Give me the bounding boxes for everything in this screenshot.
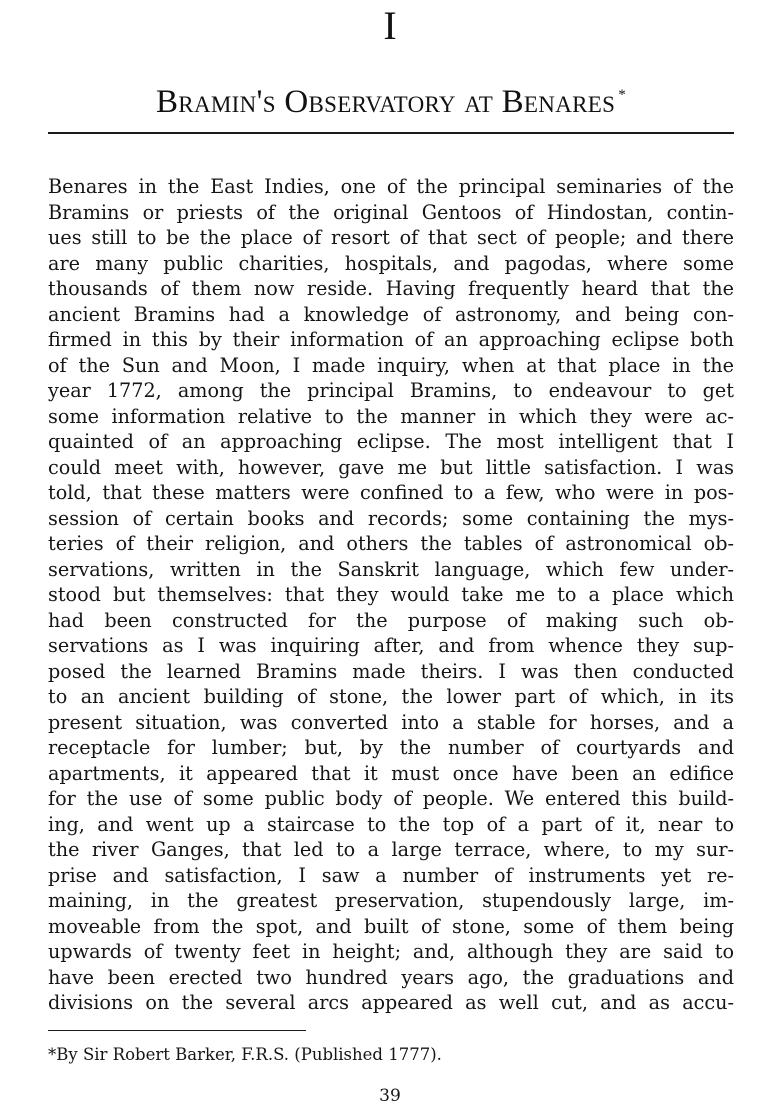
text-line: upwards of twenty feet in height; and, although they are said to [48,940,734,963]
text-line: maining, in the greatest preservation, stupendously large, im- [48,889,734,912]
text-line: Benares in the East Indies, one of the principal seminaries of the [48,175,734,198]
page-number: 39 [379,1086,401,1106]
title-rule [48,132,734,134]
footnote: *By Sir Robert Barker, F.R.S. (Published 1777). [48,1045,442,1064]
text-line: ing, and went up a staircase to the top of a part of it, near to [48,812,734,836]
text-line: some information relative to the manner in which they were ac- [48,404,734,428]
chapter-title [48,82,734,122]
text-line: present situation, was converted into a stable for horses, and a [48,710,734,734]
text-line: year 1772, among the principal Bramins, to endeavour to get [48,379,734,402]
text-line: posed the learned Bramins made theirs. I was then conducted [48,659,734,683]
text-line: servations, written in the Sanskrit language, which few under- [48,557,734,581]
text-line: Bramins or priests of the original Gentoos of Hindostan, contin- [48,200,734,224]
text-line: quainted of an approaching eclipse. The most intelligent that I [48,430,734,453]
text-line: prise and satisfaction, I saw a number of instruments yet re- [48,863,734,887]
text-line: ancient Bramins had a knowledge of astronomy, and being con- [48,302,734,326]
text-line: could meet with, however, gave me but little satisfaction. I was [48,455,734,479]
footnote-marker: * [618,86,626,103]
text-line: had been constructed for the purpose of making such ob- [48,608,734,632]
text-line: stood but themselves: that they would take me to a place which [48,583,734,606]
text-line: for the use of some public body of people. We entered this build- [48,787,734,810]
text-line: receptacle for lumber; but, by the number of courtyards and [48,736,734,759]
text-line: teries of their religion, and others the tables of astronomical ob- [48,532,734,555]
chapter-title-text: Bramin's Observatory at Benares [156,84,616,120]
text-line: servations as I was inquiring after, and from whence they sup- [48,634,734,657]
text-line: ues still to be the place of resort of that sect of people; and there [48,226,734,249]
text-line: thousands of them now reside. Having frequently heard that the [48,277,734,300]
text-line: are many public charities, hospitals, and pagodas, where some [48,251,734,275]
text-line: have been erected two hundred years ago, the graduations and [48,965,734,989]
footnote-rule [48,1030,306,1031]
body-text [48,174,734,1016]
text-line: told, that these matters were confined to a few, who were in pos- [48,481,734,504]
chapter-numeral: I [383,3,397,48]
text-line: session of certain books and records; some containing the mys- [48,506,734,530]
text-line: of the Sun and Moon, I made inquiry, when at that place in the [48,353,734,377]
text-line: firmed in this by their information of an approaching eclipse both [48,328,734,351]
text-line: divisions on the several arcs appeared as well cut, and as accu- [48,991,734,1014]
text-line: moveable from the spot, and built of stone, some of them being [48,914,734,938]
text-line: to an ancient building of stone, the lower part of which, in its [48,685,734,708]
text-line: apartments, it appeared that it must once have been an edifice [48,761,734,785]
text-line: the river Ganges, that led to a large terrace, where, to my sur- [48,838,734,861]
